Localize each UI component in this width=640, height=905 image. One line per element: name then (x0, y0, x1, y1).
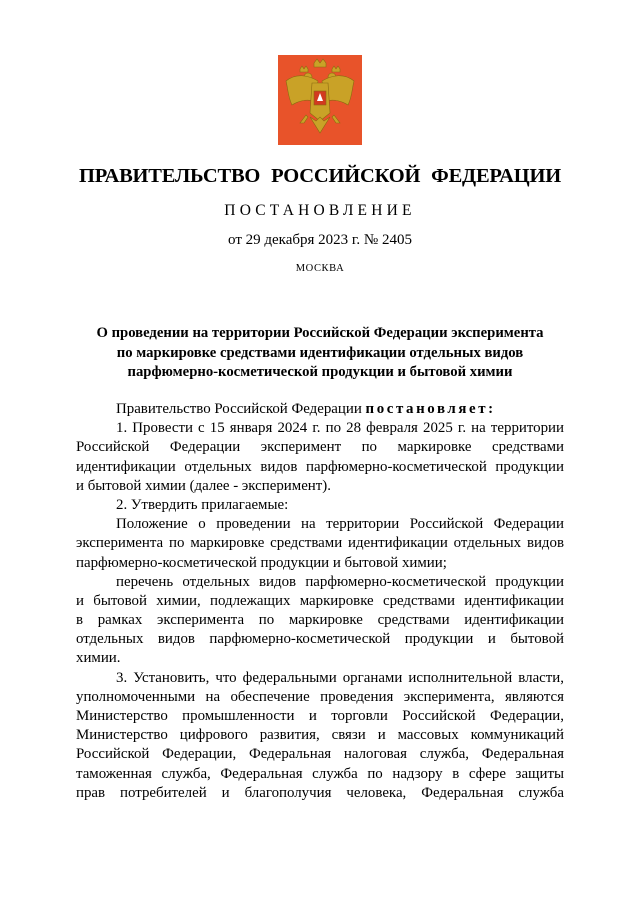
body-line: и бытовой химии, подлежащих маркировке средствами идентификации (76, 592, 564, 609)
intro-emphasis: постановляет: (365, 401, 496, 417)
intro-text: Правительство Российской Федерации (116, 401, 362, 417)
body-line: идентификации отдельных видов парфюмерно-косметической продукции (76, 458, 564, 475)
body-line: Российской Федерации эксперимент по маркировке средствами (76, 439, 564, 456)
body-line: уполномоченными на обеспечение проведения эксперимента, являются (76, 688, 564, 705)
body-line: Министерство цифрового развития, связи и массовых коммуникаций (76, 727, 564, 744)
body-line: 3. Установить, что федеральными органами исполнительной власти, (116, 669, 564, 686)
document-date-number: от 29 декабря 2023 г. № 2405 (228, 232, 412, 248)
subject-line: парфюмерно-косметической продукции и бытовой химии (127, 364, 513, 380)
body-line: отдельных видов парфюмерно-косметической продукции и бытовой (76, 631, 564, 648)
body-line: Положение о проведении на территории Российской Федерации (116, 516, 564, 533)
subject-line: О проведении на территории Российской Федерации эксперимента (96, 325, 544, 341)
document-subject (90, 324, 550, 383)
document-type: ПОСТАНОВЛЕНИЕ (224, 202, 416, 219)
body-line: эксперимента по маркировке средствами идентификации отдельных видов (76, 535, 564, 552)
body-line: таможенная служба, Федеральная служба по надзору в сфере защиты (76, 765, 564, 782)
body-intro-line (76, 400, 564, 419)
document-body (76, 400, 564, 803)
body-line: химии. (76, 650, 121, 667)
body-line: 2. Утвердить прилагаемые: (116, 496, 289, 513)
body-line: 1. Провести с 15 января 2024 г. по 28 февраля 2025 г. на территории (116, 420, 564, 437)
body-line: перечень отдельных видов парфюмерно-косметической продукции (116, 573, 564, 590)
body-line: прав потребителей и благополучия человека, Федеральная служба (76, 784, 564, 801)
coat-of-arms-icon (278, 55, 362, 145)
body-line: в рамках эксперимента по маркировке средствами идентификации (76, 612, 564, 629)
body-line: Министерство промышленности и торговли Российской Федерации, (76, 708, 564, 724)
document-city: МОСКВА (295, 263, 345, 274)
body-line: Российской Федерации, Федеральная налоговая служба, Федеральная (76, 746, 564, 763)
subject-line: по маркировке средствами идентификации отдельных видов (116, 344, 524, 361)
body-line: и бытовой химии (далее - эксперимент). (76, 477, 331, 494)
body-line: парфюмерно-косметической продукции и бытовой химии; (76, 554, 447, 571)
government-title: ПРАВИТЕЛЬСТВО РОССИЙСКОЙ ФЕДЕРАЦИИ (79, 165, 561, 187)
